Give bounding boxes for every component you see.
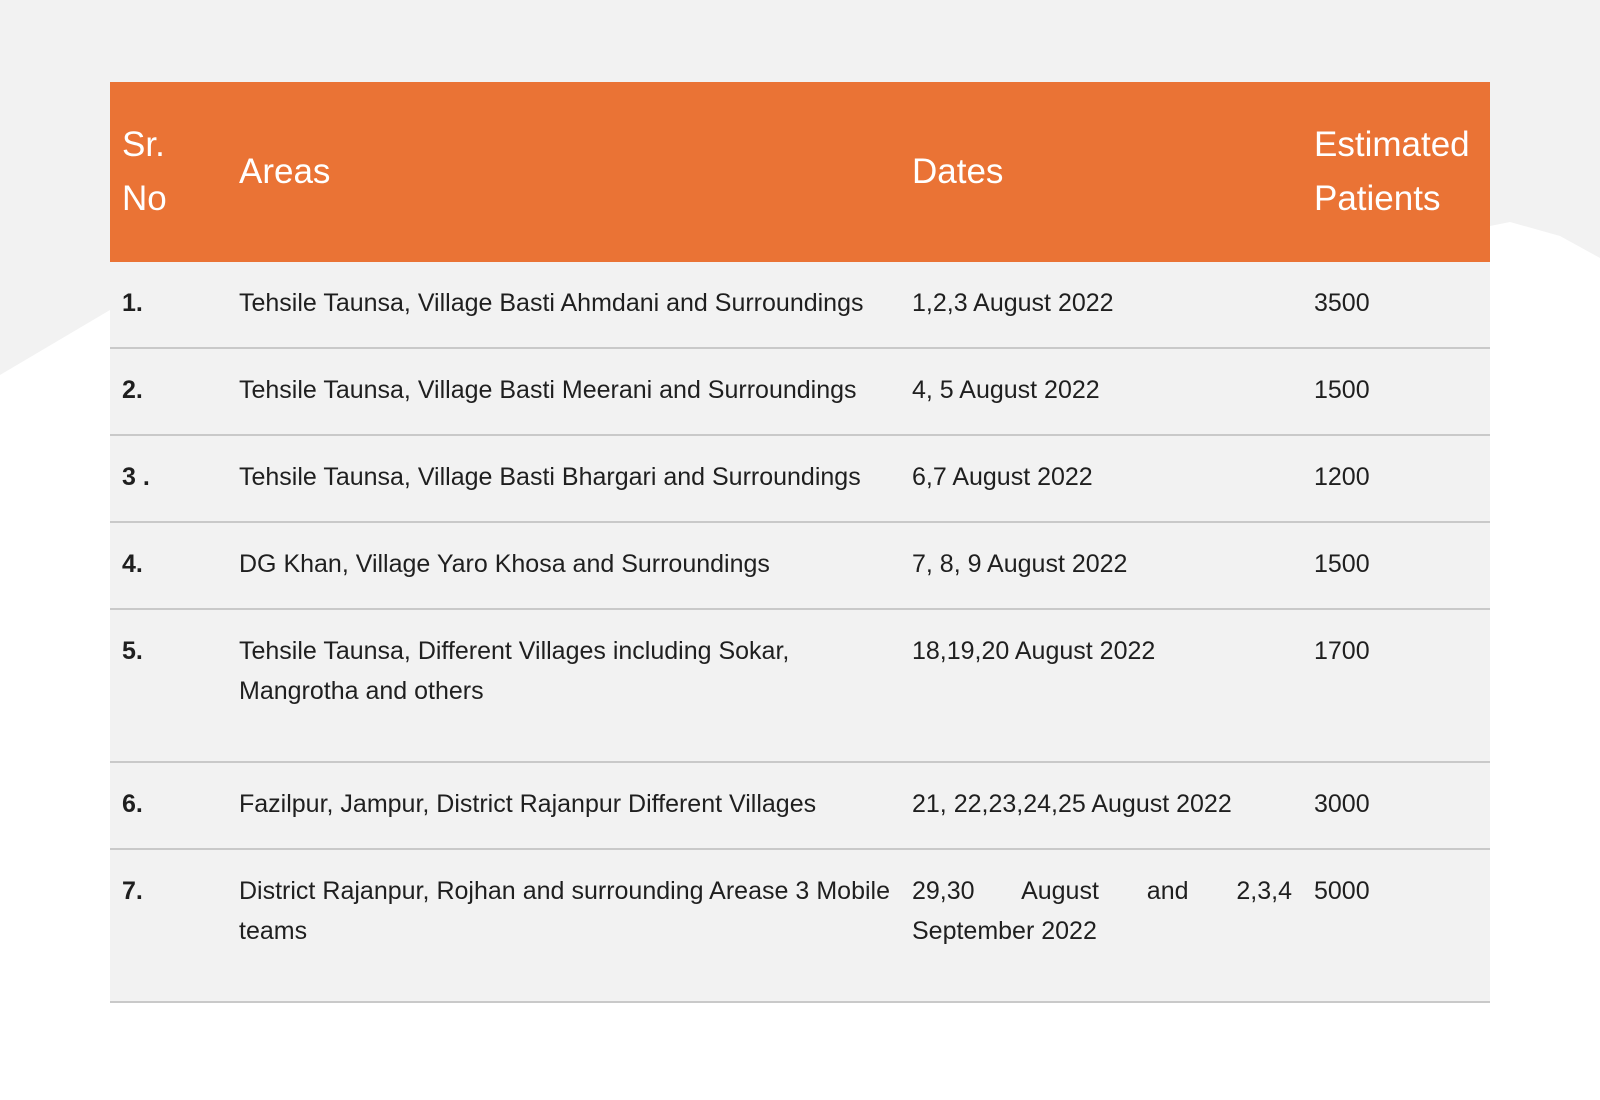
- table-row: [110, 609, 1490, 762]
- table-row: [110, 522, 1490, 609]
- cell-dates: 7, 8, 9 August 2022: [912, 550, 1128, 578]
- header-estimated-patients: [1302, 82, 1490, 262]
- cell-area: Tehsile Taunsa, Village Basti Ahmdani and Surroundings: [239, 289, 864, 317]
- header-patients-line1: Estimated: [1314, 125, 1470, 164]
- table-row: [110, 348, 1490, 435]
- table-row: [110, 262, 1490, 348]
- header-patients-line2: Patients: [1314, 179, 1441, 218]
- cell-area: Tehsile Taunsa, Village Basti Meerani and Surroundings: [239, 376, 857, 404]
- cell-dates: 1,2,3 August 2022: [912, 289, 1114, 317]
- table-row: [110, 762, 1490, 849]
- header-areas: Areas: [239, 152, 331, 191]
- cell-sr-no: 4.: [122, 550, 143, 578]
- table-row: [110, 435, 1490, 522]
- cell-patients: 1500: [1314, 550, 1370, 578]
- cell-dates: 4, 5 August 2022: [912, 376, 1100, 404]
- cell-patients: 1200: [1314, 463, 1370, 491]
- cell-sr-no: 1.: [122, 289, 143, 317]
- cell-sr-no: 7.: [122, 877, 143, 905]
- cell-dates: 18,19,20 August 2022: [912, 637, 1156, 665]
- cell-area: Fazilpur, Jampur, District Rajanpur Different Villages: [239, 790, 817, 818]
- cell-dates: 29,30 August and 2,3,4 September 2022: [912, 877, 1292, 945]
- cell-sr-no: 6.: [122, 790, 143, 818]
- header-sr-no-line2: No: [122, 179, 167, 218]
- cell-area: Tehsile Taunsa, Different Villages including Sokar, Mangrotha and others: [239, 637, 790, 705]
- cell-patients: 5000: [1314, 877, 1370, 905]
- table-row: [110, 849, 1490, 1002]
- cell-patients: 1700: [1314, 637, 1370, 665]
- table-header-row: [110, 82, 1490, 262]
- cell-sr-no: 3 .: [122, 463, 150, 491]
- cell-dates: 21, 22,23,24,25 August 2022: [912, 790, 1232, 818]
- cell-area: District Rajanpur, Rojhan and surrounding Arease 3 Mobile teams: [239, 877, 890, 945]
- schedule-table: [110, 82, 1490, 1003]
- campaign-schedule-table: [110, 82, 1490, 1003]
- cell-patients: 3500: [1314, 289, 1370, 317]
- cell-sr-no: 5.: [122, 637, 143, 665]
- header-sr-no-line1: Sr.: [122, 125, 165, 164]
- cell-area: DG Khan, Village Yaro Khosa and Surroundings: [239, 550, 770, 578]
- cell-dates: 6,7 August 2022: [912, 463, 1093, 491]
- cell-area: Tehsile Taunsa, Village Basti Bhargari and Surroundings: [239, 463, 861, 491]
- cell-patients: 1500: [1314, 376, 1370, 404]
- cell-sr-no: 2.: [122, 376, 143, 404]
- header-sr-no: [110, 82, 227, 262]
- header-dates: Dates: [912, 152, 1004, 191]
- cell-patients: 3000: [1314, 790, 1370, 818]
